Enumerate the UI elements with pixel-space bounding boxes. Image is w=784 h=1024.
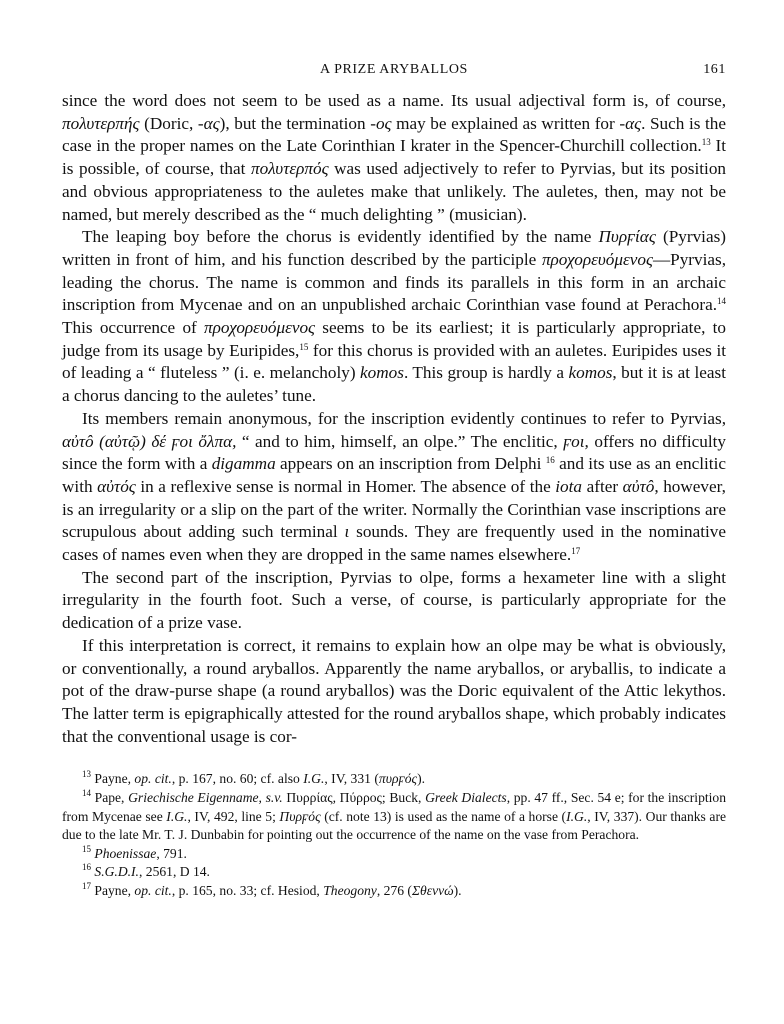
footnote-ref-14: 14 (717, 296, 726, 307)
footnote-ref-13: 13 (701, 137, 711, 148)
paragraph-2: The leaping boy before the chorus is evidently identified by the name Πυρϝίας (Pyrvias) written in front of him, and his function described by the participle προχορευόμενος—Pyrvias, leading the chorus. The name is common and finds its parallels in this form in an archaic inscription from Mycenae and on an unpublished archaic Corinthian vase found at Perachora.$^{14}$ This occurrence of προχορευόμενος seems to be its earliest; it is particularly appropriate, to judge from its usage by Euripides,$^{15}$ for this chorus is provided with an auletes. Euripides uses it of leading a “ fluteless ” (i. e. melancholy) komos. This group is hardly a komos, but it is at least a chorus dancing to the auletes’ tune. (62, 227, 727, 406)
body-text (62, 90, 726, 748)
footnote-15: $^{15}$ Phoenissae, 791. (82, 843, 187, 861)
paragraph-5: If this interpretation is correct, it remains to explain how an olpe may be what is obviously, or conventionally, a round aryballos. Apparently the name aryballos, or aryballis, to indicate a pot of the draw-purse shape (a round aryballos) was the Doric equivalent of the Attic lekythos. The latter term is epigraphically attested for the round aryballos shape, which probably indicates that the conventional usage is cor- (62, 635, 726, 746)
footnote-14: $^{14}$ Pape, Griechische Eigenname, s.v. Πυρρίας, Πύρρος; Buck, Greek Dialects, pp. 47 ff., Sec. 54 e; for the inscription from Mycenae see I.G., IV, 492, line 5; Πυρϝός (cf. note 13) is used as the name of a horse (I.G., IV, 337). Our thanks are due to the late Mr. T. J. Dunbabin for pointing out the occurrence of the name on the vase from Perachora. (62, 787, 727, 843)
footnote-ref-15: 15 (299, 341, 309, 352)
paragraph-4: The second part of the inscription, Pyrvias to olpe, forms a hexameter line with a slight irregularity in the fourth foot. Such a verse, of course, is particularly appropriate for the dedication of a prize vase. (62, 567, 726, 633)
footnote-ref-17: 17 (571, 546, 581, 557)
footnote-ref-16: 16 (545, 455, 555, 466)
footnote-13: $^{13}$ Payne, op. cit., p. 167, no. 60; cf. also I.G., IV, 331 (πυρϝός). (82, 769, 426, 787)
running-title: A PRIZE ARYBALLOS (320, 62, 468, 77)
page-number: 161 (703, 62, 726, 77)
paragraph-3: Its members remain anonymous, for the inscription evidently continues to refer to Pyrvias, αὐτô (αὐτῷ) δέ ϝοι ὄλπα, “ and to him, himself, an olpe.” The enclitic, ϝοι, offers no difficulty since the form with a digamma appears on an inscription from Delphi $^{16}$ and its use as an enclitic with αὐτός in a reflexive sense is normal in Homer. The absence of the iota after αὐτô, however, is an irregularity or a slip on the part of the writer. Normally the Corinthian vase inscriptions are scrupulous about adding such terminal ι sounds. They are frequently used in the nominative cases of names even when they are dropped in the same names elsewhere.$^{17}$ (62, 408, 726, 565)
paragraph-1: since the word does not seem to be used as a name. Its usual adjectival form is, of course, πολυτερπής (Doric, -ας), but the termination -ος may be explained as written for -ας. Such is the case in the proper names on the Late Corinthian I krater in the Spencer-Churchill collection.$^{13}$ It is possible, of course, that πολυτερπός was used adjectively to refer to Pyrvias, but its position and obvious appropriateness to the auletes make that unlikely. The auletes, then, may not be named, but merely described as the “ much delighting ” (musician). (62, 91, 727, 224)
footnote-16: $^{16}$ S.G.D.I., 2561, D 14. (82, 862, 210, 880)
running-header (62, 62, 726, 84)
footnote-17: $^{17}$ Payne, op. cit., p. 165, no. 33; cf. Hesiod, Theogony, 276 (Σθεννώ). (82, 880, 462, 898)
footnotes (62, 770, 726, 900)
page (62, 62, 726, 901)
